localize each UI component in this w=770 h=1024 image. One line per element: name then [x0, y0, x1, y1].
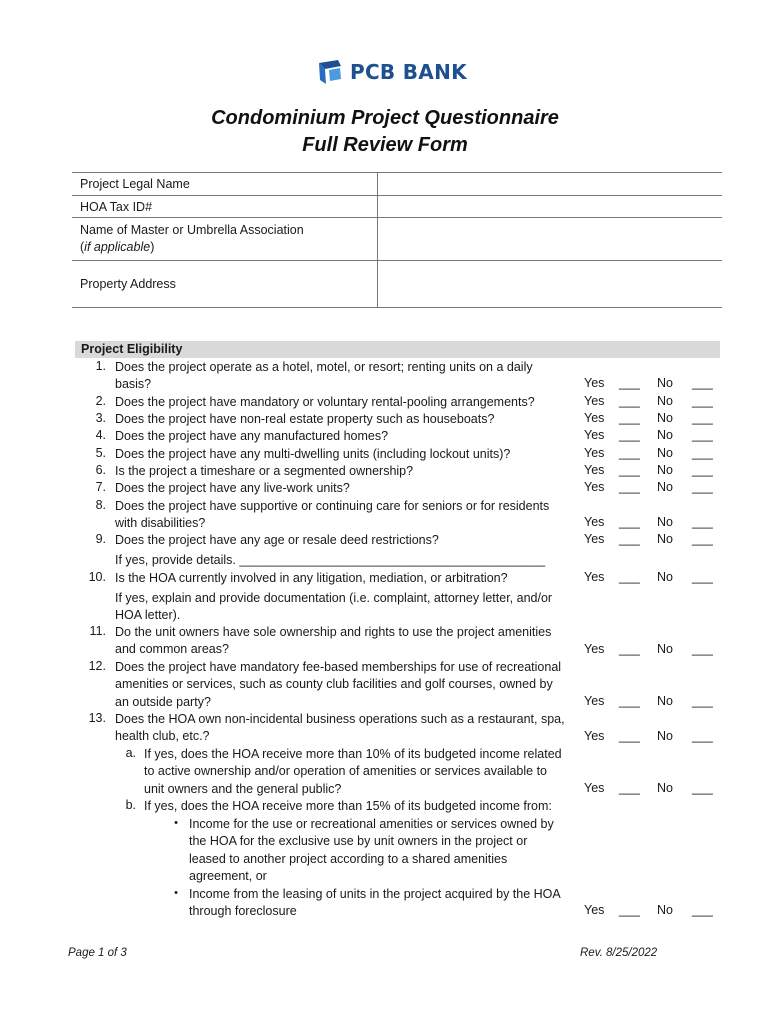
question-text: Income from the leasing of units in the project acquired by the HOA [189, 887, 561, 901]
yes-answer-blank[interactable]: ___ [619, 729, 640, 743]
no-answer-blank[interactable]: ___ [692, 446, 713, 460]
question-text: the HOA for the exclusive use by unit owners in the project or [189, 834, 528, 849]
no-answer-blank[interactable]: ___ [692, 376, 713, 390]
bank-logo [316, 58, 467, 86]
question-text: basis? [115, 377, 152, 392]
question-text: Does the project have mandatory fee-based memberships for use of recreational [115, 660, 562, 674]
yes-label: Yes [584, 411, 605, 425]
yes-label: Yes [584, 480, 605, 494]
yes-answer-blank[interactable]: ___ [619, 480, 640, 494]
question-text: Does the project operate as a hotel, motel, or resort; renting units on a daily [115, 360, 533, 374]
question-text: Does the project have any manufactured homes? [115, 429, 389, 443]
info-label-note: (if applicable) [80, 240, 155, 254]
question-text: If yes, does the HOA receive more than 15% of its budgeted income from: [144, 799, 552, 813]
no-answer-blank[interactable]: ___ [692, 903, 713, 917]
question-number: 12. [88, 659, 106, 673]
question-number: a. [125, 746, 136, 760]
yes-label: Yes [584, 729, 605, 743]
question-text: HOA letter). [115, 608, 181, 623]
yes-label: Yes [584, 394, 605, 408]
yes-answer-blank[interactable]: ___ [619, 903, 640, 917]
page-title: Condominium Project Questionnaire [211, 107, 559, 129]
no-label: No [657, 428, 673, 442]
question-text: If yes, explain and provide documentation (i.e. complaint, attorney letter, and/or [115, 591, 553, 605]
question-text: Does the project have supportive or continuing care for seniors or for residents [115, 499, 550, 513]
no-label: No [657, 729, 673, 743]
yes-label: Yes [584, 515, 605, 529]
pcb-logo-icon [316, 58, 344, 86]
question-text: Do the unit owners have sole ownership and rights to use the project amenities [115, 625, 552, 639]
no-answer-blank[interactable]: ___ [692, 781, 713, 795]
yes-label: Yes [584, 570, 605, 584]
yes-answer-blank[interactable]: ___ [619, 642, 640, 656]
yes-answer-blank[interactable]: ___ [619, 446, 640, 460]
bullet-marker: • [174, 887, 178, 899]
no-label: No [657, 642, 673, 656]
no-label: No [657, 903, 673, 917]
question-text: and common areas? [115, 642, 229, 657]
question-text: Does the HOA own non-incidental business operations such as a restaurant, spa, [115, 712, 565, 726]
question-text: leased to another project according to a shared amenities [189, 851, 508, 866]
yes-label: Yes [584, 376, 605, 390]
brand-name: PCB BANK [350, 60, 467, 84]
page-number: Page 1 of 3 [68, 947, 127, 959]
no-answer-blank[interactable]: ___ [692, 532, 713, 546]
question-number: 2. [95, 394, 106, 408]
question-number: 4. [95, 428, 106, 442]
question-number: 1. [95, 359, 106, 373]
yes-answer-blank[interactable]: ___ [619, 376, 640, 390]
question-text: amenities or services, such as county club facilities and golf courses, owned by [115, 677, 553, 692]
info-row-tax-id [72, 195, 722, 218]
yes-answer-blank[interactable]: ___ [619, 532, 640, 546]
yes-label: Yes [584, 642, 605, 656]
yes-label: Yes [584, 903, 605, 917]
question-text: health club, etc.? [115, 729, 210, 744]
no-label: No [657, 532, 673, 546]
yes-label: Yes [584, 694, 605, 708]
no-answer-blank[interactable]: ___ [692, 463, 713, 477]
bullet-marker: • [174, 817, 178, 829]
question-text: Does the project have any age or resale deed restrictions? [115, 533, 439, 547]
no-answer-blank[interactable]: ___ [692, 428, 713, 442]
question-text: Does the project have mandatory or voluntary rental-pooling arrangements? [115, 395, 535, 409]
info-label: Property Address [80, 277, 176, 291]
yes-label: Yes [584, 781, 605, 795]
page-subtitle: Full Review Form [302, 134, 468, 156]
no-answer-blank[interactable]: ___ [692, 515, 713, 529]
question-text: If yes, does the HOA receive more than 10% of its budgeted income related [144, 747, 562, 761]
no-label: No [657, 480, 673, 494]
no-label: No [657, 394, 673, 408]
question-number: 10. [88, 570, 106, 584]
no-label: No [657, 446, 673, 460]
question-text: Does the project have any multi-dwelling units (including lockout units)? [115, 447, 511, 461]
yes-answer-blank[interactable]: ___ [619, 694, 640, 708]
no-answer-blank[interactable]: ___ [692, 394, 713, 408]
no-label: No [657, 515, 673, 529]
question-text: Does the project have any live-work units? [115, 481, 350, 495]
question-number: 6. [95, 463, 106, 477]
question-number: 3. [95, 411, 106, 425]
yes-answer-blank[interactable]: ___ [619, 463, 640, 477]
info-label: Name of Master or Umbrella Association [80, 223, 304, 237]
question-text: If yes, provide details. ____________________________________________ [115, 553, 546, 567]
question-number: 9. [95, 532, 106, 546]
question-text: Does the project have non-real estate property such as houseboats? [115, 412, 495, 426]
no-answer-blank[interactable]: ___ [692, 411, 713, 425]
question-text: Is the project a timeshare or a segmented ownership? [115, 464, 414, 478]
yes-answer-blank[interactable]: ___ [619, 515, 640, 529]
question-text: an outside party? [115, 694, 211, 709]
no-answer-blank[interactable]: ___ [692, 570, 713, 584]
no-label: No [657, 781, 673, 795]
question-number: 8. [95, 498, 106, 512]
no-answer-blank[interactable]: ___ [692, 642, 713, 656]
question-text: unit owners and the general public? [144, 781, 342, 796]
question-text: agreement, or [189, 869, 267, 884]
question-number: b. [125, 798, 136, 812]
yes-answer-blank[interactable]: ___ [619, 570, 640, 584]
section-title: Project Eligibility [81, 342, 183, 356]
no-answer-blank[interactable]: ___ [692, 694, 713, 708]
question-text: Is the HOA currently involved in any litigation, mediation, or arbitration? [115, 571, 508, 585]
question-number: 11. [89, 624, 106, 638]
no-label: No [657, 570, 673, 584]
revision-date: Rev. 8/25/2022 [580, 947, 658, 959]
no-label: No [657, 694, 673, 708]
question-text: through foreclosure [189, 904, 297, 919]
info-label: HOA Tax ID# [80, 200, 153, 214]
question-text: Income for the use or recreational amenities or services owned by [189, 817, 554, 831]
question-text: with disabilities? [115, 516, 206, 531]
no-label: No [657, 411, 673, 425]
question-number: 7. [95, 480, 106, 494]
info-label: Project Legal Name [80, 177, 190, 191]
info-row-master-association [72, 217, 722, 261]
info-row-legal-name [72, 172, 722, 196]
no-label: No [657, 376, 673, 390]
yes-answer-blank[interactable]: ___ [619, 394, 640, 408]
info-row-property-address [72, 260, 722, 308]
question-text: to active ownership and/or operation of amenities or services available to [144, 764, 547, 779]
yes-label: Yes [584, 428, 605, 442]
no-answer-blank[interactable]: ___ [692, 480, 713, 494]
question-number: 5. [95, 446, 106, 460]
yes-label: Yes [584, 532, 605, 546]
yes-label: Yes [584, 446, 605, 460]
yes-answer-blank[interactable]: ___ [619, 428, 640, 442]
yes-answer-blank[interactable]: ___ [619, 411, 640, 425]
no-answer-blank[interactable]: ___ [692, 729, 713, 743]
question-number: 13. [88, 711, 106, 725]
yes-label: Yes [584, 463, 605, 477]
yes-answer-blank[interactable]: ___ [619, 781, 640, 795]
no-label: No [657, 463, 673, 477]
